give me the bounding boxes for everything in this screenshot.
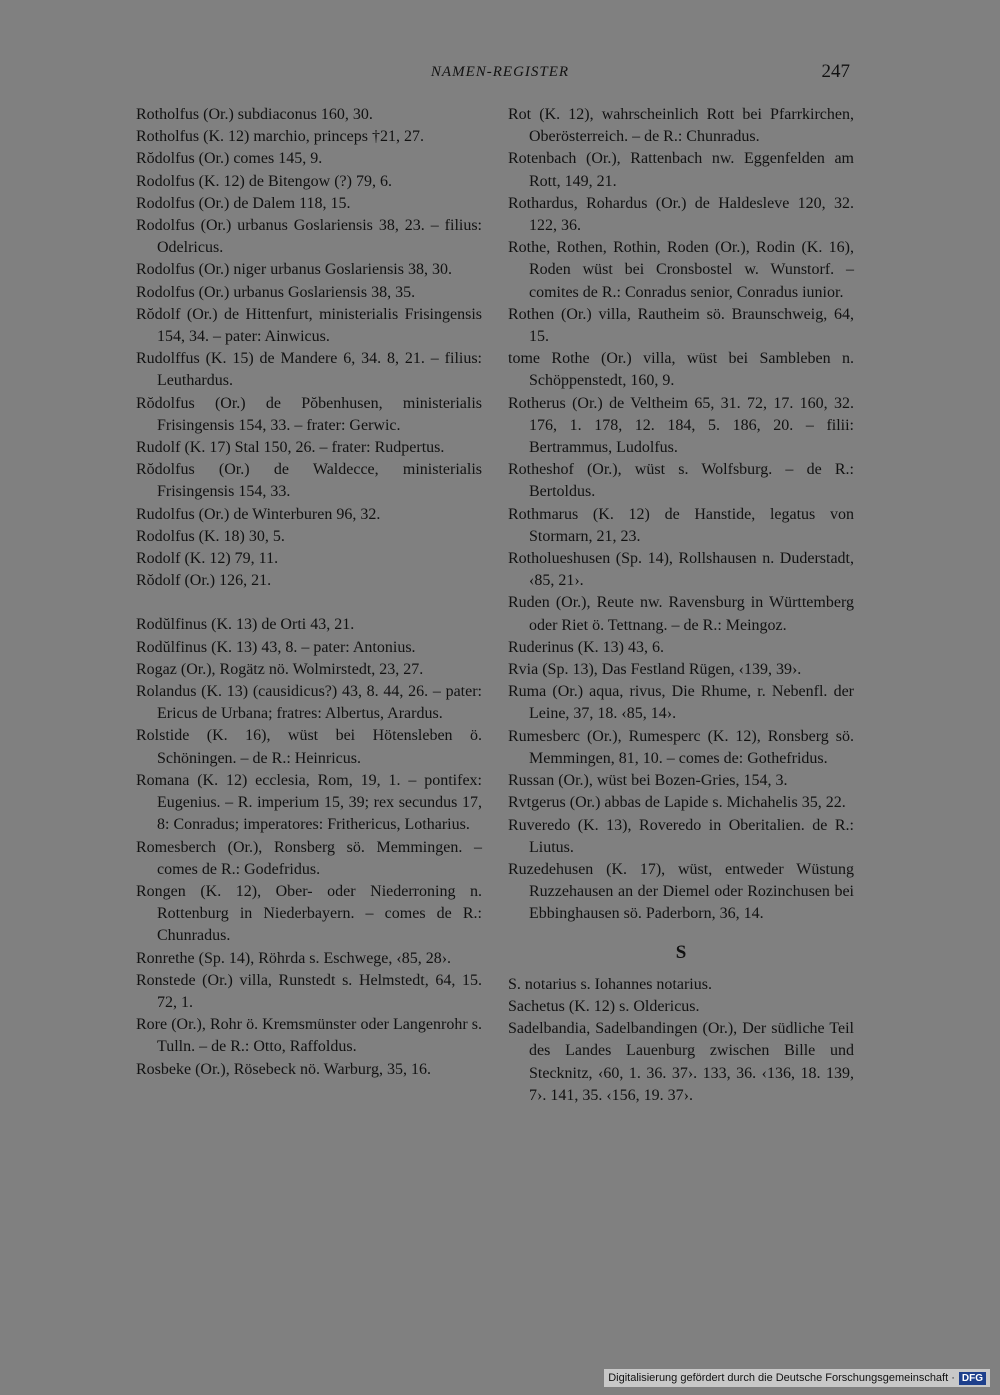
- index-entry: Rudolf (K. 17) Stal 150, 26. – frater: Rudpertus.: [136, 439, 445, 457]
- index-entry: Rŏdolfus (Or.) de Waldecce, ministerialis Frisingensis 154, 33.: [136, 461, 482, 501]
- index-entry: Rŏdolf (Or.) de Hittenfurt, ministerialis Frisingensis 154, 34. – pater: Ainwicus.: [136, 305, 482, 346]
- index-entry: Rotholueshusen (Sp. 14), Rollshausen n. Duderstadt, ‹85, 21›.: [508, 550, 854, 590]
- index-entry: Romana (K. 12) ecclesia, Rom, 19, 1. – pontifex: Eugenius. – R. imperium 15, 39; rex secundus 17, 8: Conradus; imperatores: Frithericus, Lotharius.: [136, 771, 482, 834]
- index-entry: Rotholfus (Or.) subdiaconus 160, 30.: [136, 106, 373, 123]
- index-entry: Rot (K. 12), wahrscheinlich Rott bei Pfarrkirchen, Oberösterreich. – de R.: Chunradus.: [508, 106, 854, 146]
- footer-credit: [604, 1369, 990, 1387]
- index-entry: Rothmarus (K. 12) de Hanstide, legatus von Stormarn, 21, 23.: [508, 505, 854, 545]
- index-entry: Rothardus, Rohardus (Or.) de Haldesleve 120, 32. 122, 36.: [508, 194, 854, 235]
- index-entry: Ruma (Or.) aqua, rivus, Die Rhume, r. Nebenfl. der Leine, 37, 18. ‹85, 14›.: [508, 683, 854, 723]
- entry-gap: [136, 592, 482, 614]
- index-entry: Rodolfus (Or.) de Dalem 118, 15.: [136, 194, 351, 212]
- index-entry: Rodolfus (K. 18) 30, 5.: [136, 527, 285, 545]
- running-head: NAMEN-REGISTER: [430, 64, 570, 80]
- index-entry: Sadelbandia, Sadelbandingen (Or.), Der südliche Teil des Landes Lauenburg zwischen Bille und Stecknitz, ‹60, 1. 36. 37›. 133, 36. ‹136, 18. 139, 7›. 141, 35. ‹156, 19. 37›.: [508, 1020, 854, 1104]
- index-entry: Rodolfus (Or.) urbanus Goslariensis 38, 35.: [136, 283, 416, 301]
- index-entry: Rŏdolfus (Or.) de Pŏbenhusen, ministerialis Frisingensis 154, 33. – frater: Gerwic.: [136, 394, 482, 434]
- right-column: [508, 104, 854, 1107]
- footer-text: Digitalisierung gefördert durch die Deutsche Forschungsgemeinschaft ·: [608, 1372, 955, 1384]
- index-entry: Rodolf (K. 12) 79, 11.: [136, 550, 279, 568]
- page-number: 247: [821, 61, 850, 82]
- index-entry: Rodolfus (K. 12) de Bitengow (?) 79, 6.: [136, 172, 392, 190]
- section-letter-heading: S: [675, 941, 687, 963]
- index-entry: Rotheshof (Or.), wüst s. Wolfsburg. – de R.: Bertoldus.: [508, 461, 854, 501]
- index-entry: Rolandus (K. 13) (causidicus?) 43, 8. 44, 26. – pater: Ericus de Urbana; fratres: Albertus, Arardus.: [136, 683, 482, 723]
- index-entry: Rodolfus (Or.) niger urbanus Goslariensis 38, 30.: [136, 261, 452, 279]
- index-entry: Russan (Or.), wüst bei Bozen-Gries, 154, 3.: [508, 772, 788, 790]
- index-entry: Sachetus (K. 12) s. Oldericus.: [508, 997, 700, 1015]
- index-entry: Rolstide (K. 16), wüst bei Hötensleben ö. Schöningen. – de R.: Heinricus.: [136, 727, 482, 767]
- dfg-logo: DFG: [959, 1372, 986, 1385]
- left-column: [136, 104, 482, 1081]
- index-entry: Ronrethe (Sp. 14), Röhrda s. Eschwege, ‹85, 28›.: [136, 949, 452, 967]
- index-entry: Rudolffus (K. 15) de Mandere 6, 34. 8, 21. – filius: Leuthardus.: [136, 350, 482, 390]
- index-entry: Rŏdolfus (Or.) comes 145, 9.: [136, 150, 323, 168]
- index-entry: Rotherus (Or.) de Veltheim 65, 31. 72, 17. 160, 32. 176, 1. 178, 12. 184, 5. 186, 20. – filii: Bertrammus, Ludolfus.: [508, 394, 854, 457]
- index-entry: tome Rothe (Or.) villa, wüst bei Sambleben n. Schöppenstedt, 160, 9.: [508, 350, 854, 390]
- index-entry: Rodŭlfinus (K. 13) de Orti 43, 21.: [136, 616, 355, 634]
- index-entry: Rore (Or.), Rohr ö. Kremsmünster oder Langenrohr s. Tulln. – de R.: Otto, Raffoldus.: [136, 1016, 482, 1056]
- index-entry: Rŏdolf (Or.) 126, 21.: [136, 572, 272, 590]
- index-entry: Rodŭlfinus (K. 13) 43, 8. – pater: Antonius.: [136, 638, 416, 656]
- index-entry: S. notarius s. Iohannes notarius.: [508, 975, 712, 993]
- index-entry: Rongen (K. 12), Ober- oder Niederroning n. Rottenburg in Niederbayern. – comes de R.: Chunradus.: [136, 882, 482, 945]
- index-entry: Rotholfus (K. 12) marchio, princeps †21, 27.: [136, 128, 424, 146]
- index-entry: Rothen (Or.) villa, Rautheim sö. Braunschweig, 64, 15.: [508, 305, 854, 346]
- index-entry: Ruderinus (K. 13) 43, 6.: [508, 638, 664, 656]
- right-entries: [508, 104, 854, 926]
- index-entry: Rudolfus (Or.) de Winterburen 96, 32.: [136, 505, 381, 523]
- index-entry: Rothe, Rothen, Rothin, Roden (Or.), Rodin (K. 16), Roden wüst bei Cronsbostel w. Wunstorf. – comites de R.: Conradus senior, Conradus iunior.: [508, 239, 854, 301]
- index-entry: Rogaz (Or.), Rogätz nö. Wolmirstedt, 23, 27.: [136, 660, 424, 678]
- index-entry: Ruzedehusen (K. 17), wüst, entweder Wüstung Ruzzehausen an der Diemel oder Rozinchusen bei Ebbinghausen sö. Paderborn, 36, 14.: [508, 860, 854, 923]
- index-entry: Ronstede (Or.) villa, Runstedt s. Helmstedt, 64, 15. 72, 1.: [136, 971, 482, 1011]
- index-entry: Ruveredo (K. 13), Roveredo in Oberitalien. de R.: Liutus.: [508, 816, 854, 856]
- index-entry: Rotenbach (Or.), Rattenbach nw. Eggenfelden am Rott, 149, 21.: [508, 150, 854, 190]
- index-entry: Ruden (Or.), Reute nw. Ravensburg in Württemberg oder Riet ö. Tettnang. – de R.: Meingoz.: [508, 594, 854, 634]
- index-entry: Rvtgerus (Or.) abbas de Lapide s. Michahelis 35, 22.: [508, 794, 846, 812]
- index-entry: Romesberch (Or.), Ronsberg sö. Memmingen. – comes de R.: Godefridus.: [136, 838, 482, 878]
- index-entry: Rvia (Sp. 13), Das Festland Rügen, ‹139, 39›.: [508, 661, 802, 679]
- index-entry: Rumesberc (Or.), Rumesperc (K. 12), Ronsberg sö. Memmingen, 81, 10. – comes de: Gothefridus.: [508, 727, 854, 767]
- index-entry: Rodolfus (Or.) urbanus Goslariensis 38, 23. – filius: Odelricus.: [136, 217, 482, 257]
- index-entry: Rosbeke (Or.), Rösebeck nö. Warburg, 35, 16.: [136, 1060, 431, 1078]
- s-entries: [508, 974, 854, 1107]
